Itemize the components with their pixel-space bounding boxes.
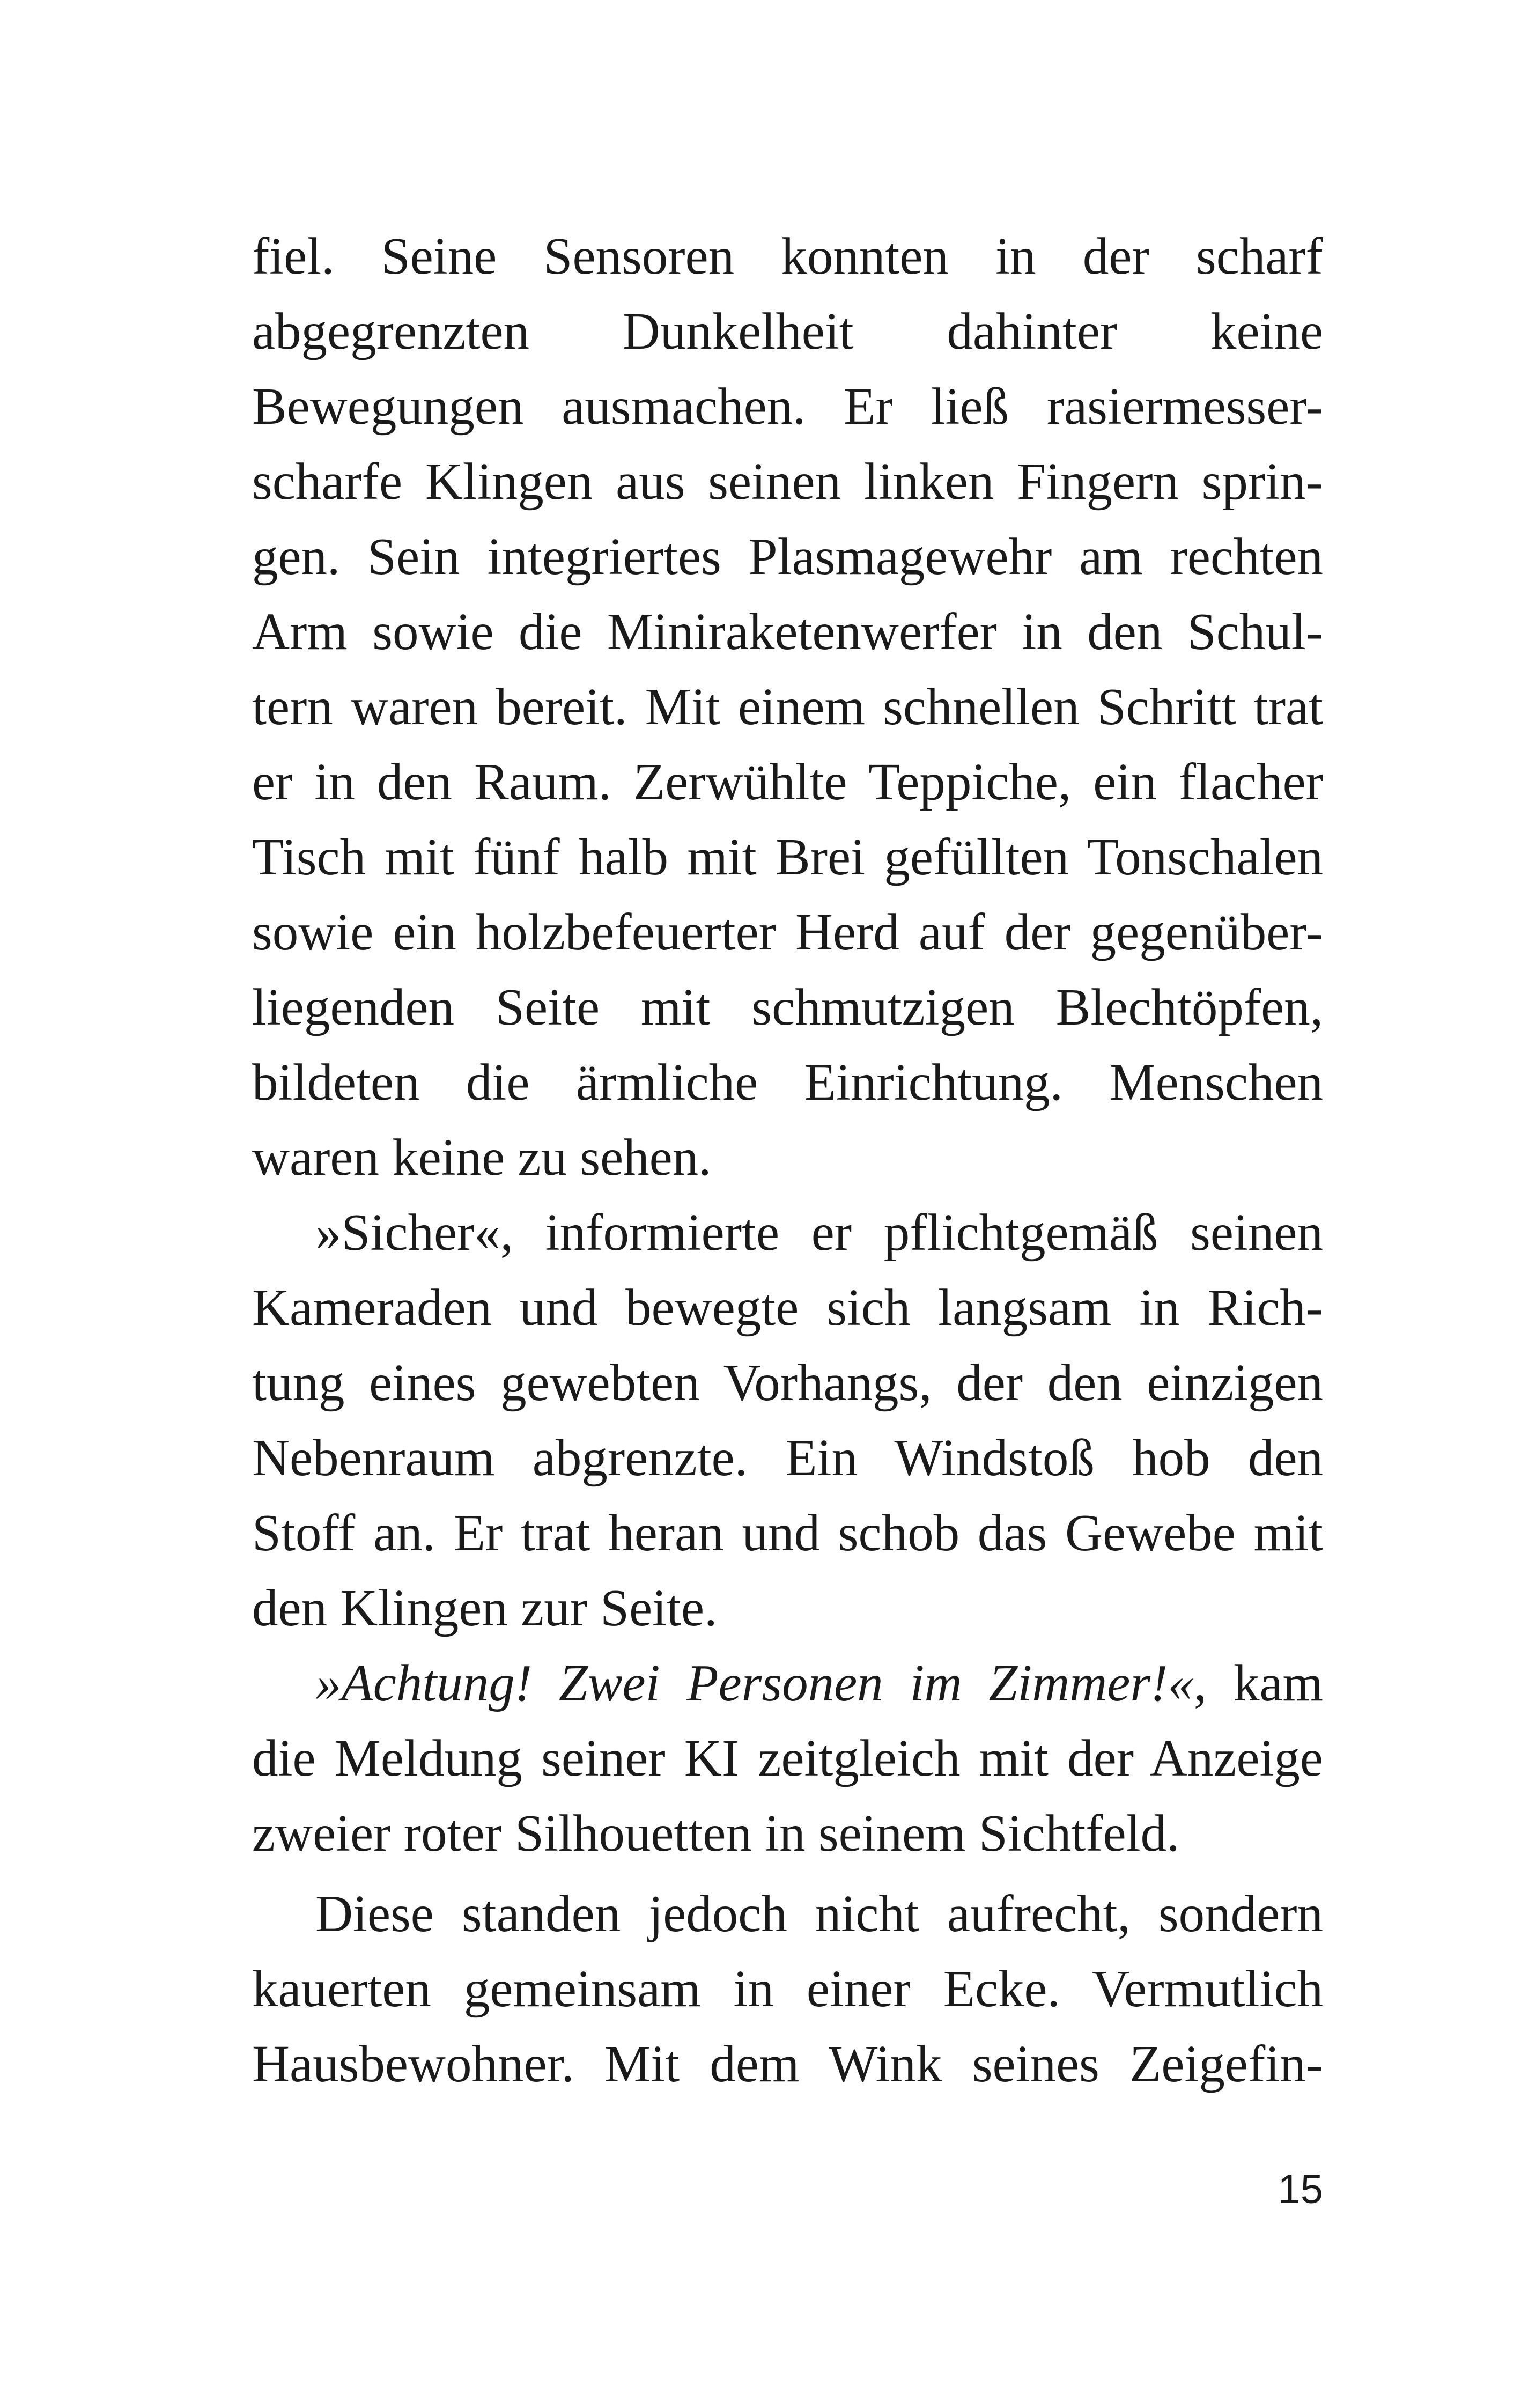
text-line: Stoff an. Er trat heran und schob das Gewebe mit [252, 1504, 1323, 1562]
text-line: scharfe Klingen aus seinen linken Fingern sprin- [252, 453, 1323, 510]
text-line [315, 1646, 1323, 1721]
text-line: abgegrenzten Dunkelheit dahinter keine [252, 303, 1323, 360]
text-line: er in den Raum. Zerwühlte Teppiche, ein flacher [252, 753, 1323, 811]
text-line: die Meldung seiner KI zeitgleich mit der Anzeige [252, 1729, 1323, 1787]
italic-dialogue: »Achtung! Zwei Personen im Zimmer!« [315, 1654, 1194, 1712]
text-line: Tisch mit fünf halb mit Brei gefüllten Tonschalen [252, 828, 1323, 886]
text-line: tern waren bereit. Mit einem schnellen Schritt trat [252, 678, 1323, 735]
text-line: zweier roter Silhouetten in seinem Sichtfeld. [252, 1805, 1180, 1862]
text-line: »Sicher«, informierte er pflichtgemäß seinen [315, 1204, 1323, 1261]
text-line: gen. Sein integriertes Plasmagewehr am rechten [252, 528, 1323, 585]
text-fragment: , kam [1193, 1654, 1323, 1712]
text-line: Nebenraum abgrenzte. Ein Windstoß hob den [252, 1429, 1323, 1486]
text-line: Hausbewohner. Mit dem Wink seines Zeigefin- [252, 2035, 1323, 2093]
text-line: fiel. Seine Sensoren konnten in der scharf [252, 227, 1323, 285]
text-line: sowie ein holzbefeuerter Herd auf der gegenüber- [252, 903, 1323, 961]
page-number: 15 [1278, 2167, 1323, 2212]
text-line: waren keine zu sehen. [252, 1129, 712, 1186]
text-line: liegenden Seite mit schmutzigen Blechtöpfen, [252, 978, 1323, 1036]
text-line: bildeten die ärmliche Einrichtung. Menschen [252, 1054, 1323, 1111]
text-line: kauerten gemeinsam in einer Ecke. Vermutlich [252, 1960, 1323, 2017]
text-line: Diese standen jedoch nicht aufrecht, sondern [315, 1885, 1323, 1942]
text-line: Arm sowie die Miniraketenwerfer in den Schul- [252, 603, 1323, 660]
text-line: Kameraden und bewegte sich langsam in Rich- [252, 1279, 1323, 1336]
text-line: Bewegungen ausmachen. Er ließ rasiermesser- [252, 378, 1323, 435]
text-line: den Klingen zur Seite. [252, 1579, 718, 1637]
text-line: tung eines gewebten Vorhangs, der den einzigen [252, 1354, 1323, 1411]
